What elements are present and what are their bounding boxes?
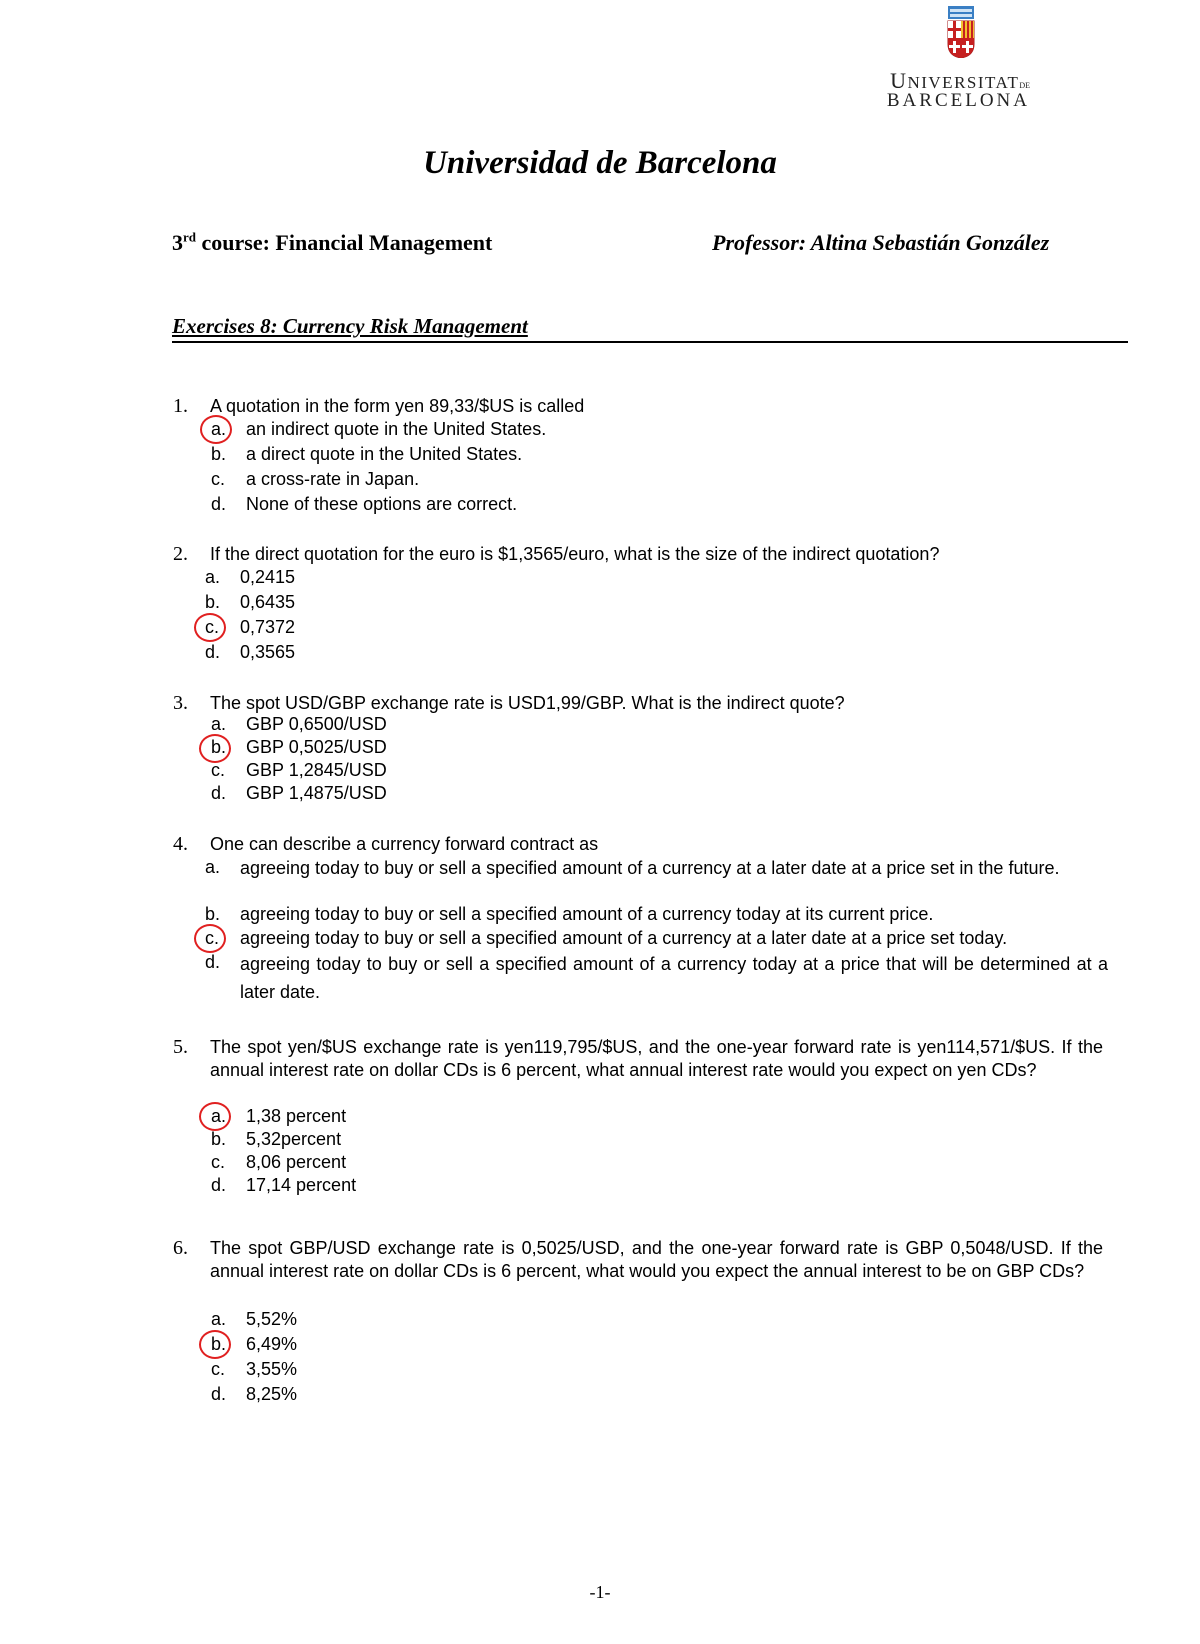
university-logo [885,6,1035,111]
question-number: 2. [173,543,188,565]
answer-circle-mark [200,415,232,444]
answer-circle-mark [194,924,226,953]
question-number: 3. [173,692,188,714]
professor-label: Professor: Altina Sebastián González [712,230,1050,255]
course-label: 3rd course: Financial Management [172,229,493,255]
question-number: 6. [173,1237,188,1259]
logo-city-text: BARCELONA [886,90,1030,111]
answer-circle-mark [194,613,226,642]
answer-circle-mark [199,734,231,763]
question-number: 4. [173,833,188,855]
question-text: One can describe a currency forward contract as [210,834,599,854]
page-number: -1- [589,1582,611,1602]
question-text: A quotation in the form yen 89,33/$US is called [210,396,585,416]
exercises-heading: Exercises 8: Currency Risk Management [172,314,528,338]
question-number: 1. [173,395,188,417]
question-text: The spot GBP/USD exchange rate is 0,5025/USD, and the one-year forward rate is GBP 0,5048/USD. If the annual interest rate on dollar CDs is 6 percent, what would you expect the annual interest to be on GBP CDs? [210,1238,1103,1281]
question-text: The spot yen/$US exchange rate is yen119,795/$US, and the one-year forward rate is yen114,571/$US. If the annual interest rate on dollar CDs is 6 percent, what annual interest rate would you expect on yen CDs? [210,1037,1103,1080]
question-text: If the direct quotation for the euro is $1,3565/euro, what is the size of the indirect quotation? [210,544,940,564]
page-title: Universidad de Barcelona [423,145,777,181]
logo-university-text: UNIVERSITATDE [890,68,1030,93]
heading-rule [172,341,1128,343]
shield-crest-icon [945,6,977,58]
answer-circle-mark [199,1102,231,1131]
question-text: The spot USD/GBP exchange rate is USD1,99/GBP. What is the indirect quote? [210,693,845,713]
answer-circle-mark [199,1330,231,1359]
question-number: 5. [173,1036,188,1058]
